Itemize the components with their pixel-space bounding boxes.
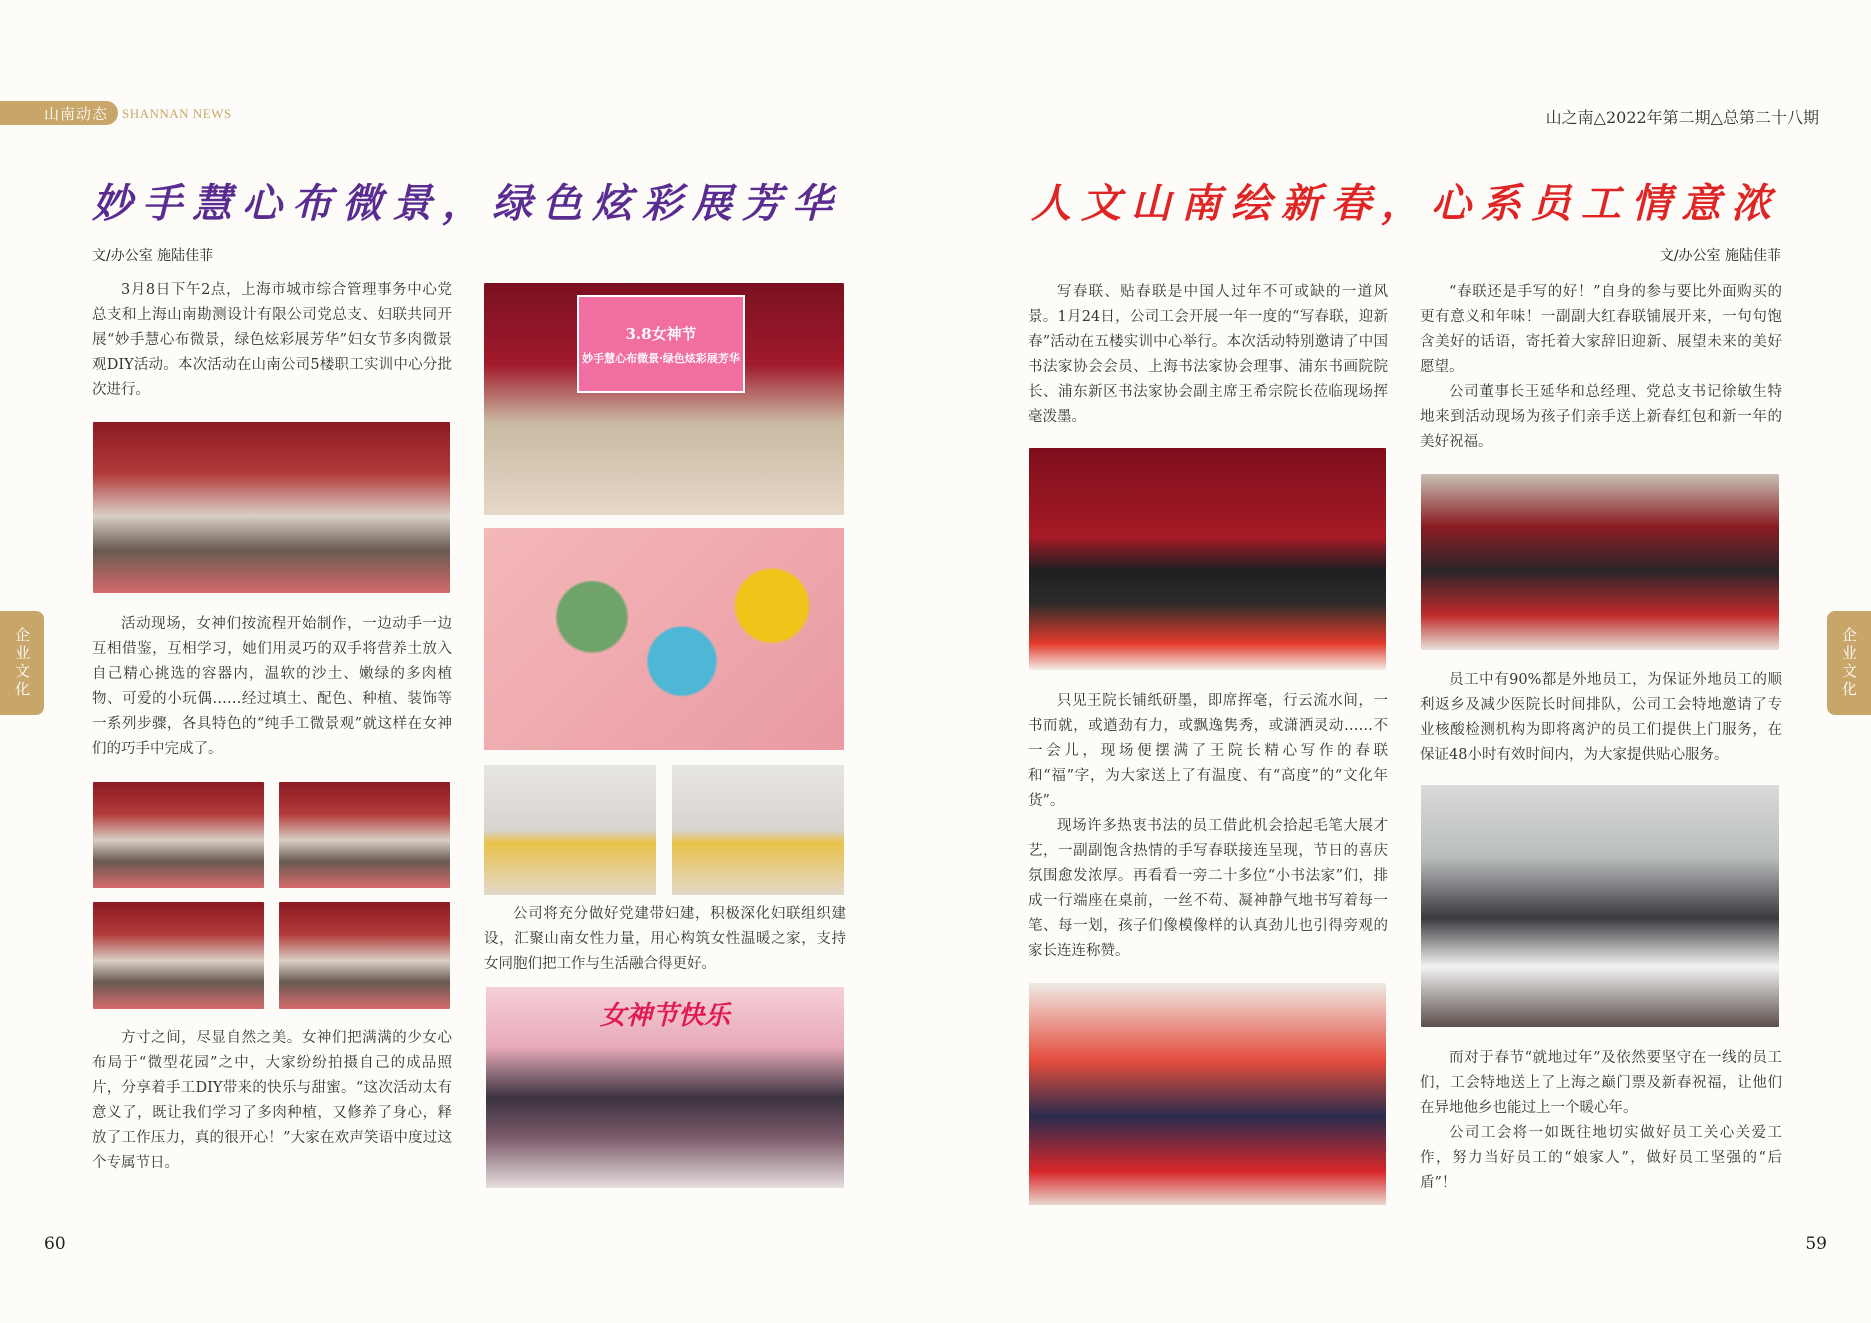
photo-kids-writing — [1029, 983, 1386, 1205]
right-paragraph-4: “春联还是手写的好！”自身的参与要比外面购买的更有意义和年味！一副副大红春联铺展开来，一句句饱含美好的话语，寄托着大家辞旧迎新、展望未来的美好愿望。 公司董事长王延华和总经理、党总支书记徐敏生特地来到活动现场为孩子们亲手送上新春红包和新一年的美好祝福。 — [1420, 284, 1782, 450]
photo-group — [486, 987, 844, 1188]
photo-children-redpackets — [1421, 474, 1779, 650]
photo-calligraphy — [1029, 448, 1386, 670]
photo-terrariums — [672, 765, 844, 895]
right-paragraph-6: 员工中有90%都是外地员工，为保证外地员工的顺利返乡及减少医院长时间排队，公司工会特地邀请了专业核酸检测机构为即将离沪的员工们提供上门服务，在保证48小时有效时间内，为大家提供贴心服务。 — [1420, 672, 1782, 763]
right-paragraph-7: 而对于春节“就地过年”及依然要坚守在一线的员工们，工会特地送上了上海之巅门票及新春祝福，让他们在异地他乡也能过上一个暖心年。 公司工会将一如既往地切实做好员工关心关爱工作，努力当好员工的“娘家人”，做好员工坚强的“后盾”！ — [1420, 1050, 1782, 1191]
photo-women-3 — [93, 902, 264, 1009]
right-byline: 文/办公室 施陆佳菲 — [1659, 248, 1781, 264]
photo-event-stage — [484, 283, 844, 515]
left-paragraph-2: 活动现场，女神们按流程开始制作，一边动手一边互相借鉴，互相学习，她们用灵巧的双手将营养土放入自己精心挑选的容器内，温软的沙土、嫩绿的多肉植物、可爱的小玩偶……经过填土、配色、种植、装饰等一系列步骤，各具特色的“纯手工微景观”就这样在女神们的巧手中完成了。 — [92, 616, 452, 757]
photo-women-1 — [93, 782, 264, 888]
photo-women-2 — [279, 782, 450, 888]
issue-info: 山之南△2022年第二期△总第二十八期 — [1545, 108, 1819, 127]
left-article-title: 妙手慧心布微景，绿色炫彩展芳华 — [92, 180, 842, 227]
left-paragraph-4: 公司将充分做好党建带妇建，积极深化妇联组织建设，汇聚山南女性力量，用心构筑女性温暖之家，支持女同胞们把工作与生活融合得更好。 — [484, 906, 846, 972]
banner-title: 3.8女神节 — [625, 324, 697, 343]
right-paragraph-2: 只见王院长铺纸研墨，即席挥毫，行云流水间，一书而就，或遒劲有力，或飘逸隽秀，或潇洒灵动……不一会儿，现场便摆满了王院长精心写作的春联和“福”字，为大家送上了有温度、有“高度”的“文化年货”。 现场许多热衷书法的员工借此机会拾起毛笔大展才艺，一副副饱含热情的手写春联接连呈现，节日的喜庆氛围愈发浓厚。再看看一旁二十多位“小书法家”们，排成一行端座在桌前，一丝不苟、凝神静气地书写着每一笔、每一划，孩子们像模像样的认真劲儿也引得旁观的家长连连称赞。 — [1028, 693, 1388, 959]
photo-nucleic-test — [1421, 785, 1779, 1027]
photo-women-4 — [279, 902, 450, 1009]
side-tab-right: 企业文化 — [1827, 611, 1871, 715]
group-banner-text: 女神节快乐 — [599, 1001, 730, 1031]
right-paragraph-1: 写春联、贴春联是中国人过年不可或缺的一道风景。1月24日，公司工会开展一年一度的“写春联，迎新春”活动在五楼实训中心举行。本次活动特别邀请了中国书法家协会会员、上海书法家协会理事、浦东书画院院长、浦东新区书法家协会副主席王希宗院长莅临现场挥毫泼墨。 — [1028, 284, 1388, 425]
page-number-left: 60 — [44, 1234, 66, 1254]
section-title-en: SHANNAN NEWS — [122, 106, 232, 121]
banner-subtitle: 妙手慧心布微景·绿色炫彩展芳华 — [582, 351, 740, 365]
side-tab-left: 企业文化 — [0, 611, 44, 715]
section-title-cn: 山南动态 — [44, 105, 109, 123]
page-number-right: 59 — [1805, 1234, 1827, 1254]
right-article-title: 人文山南绘新春，心系员工情意浓 — [1031, 180, 1781, 227]
left-paragraph-1: 3月8日下午2点，上海市城市综合管理事务中心党总支和上海山南勘测设计有限公司党总支、妇联共同开展“妙手慧心布微景，绿色炫彩展芳华”妇女节多肉微景观DIY活动。本次活动在山南公司5楼职工实训中心分批次进行。 — [92, 282, 452, 398]
photo-classroom — [93, 422, 450, 593]
photo-planters — [484, 765, 656, 895]
photo-succulents — [484, 528, 844, 750]
left-paragraph-3: 方寸之间，尽显自然之美。女神们把满满的少女心布局于“微型花园”之中，大家纷纷拍摄自己的成品照片，分享着手工DIY带来的快乐与甜蜜。“这次活动太有意义了，既让我们学习了多肉种植，又修养了身心，释放了工作压力，真的很开心！”大家在欢声笑语中度过这个专属节日。 — [92, 1030, 452, 1171]
left-byline: 文/办公室 施陆佳菲 — [92, 248, 214, 264]
